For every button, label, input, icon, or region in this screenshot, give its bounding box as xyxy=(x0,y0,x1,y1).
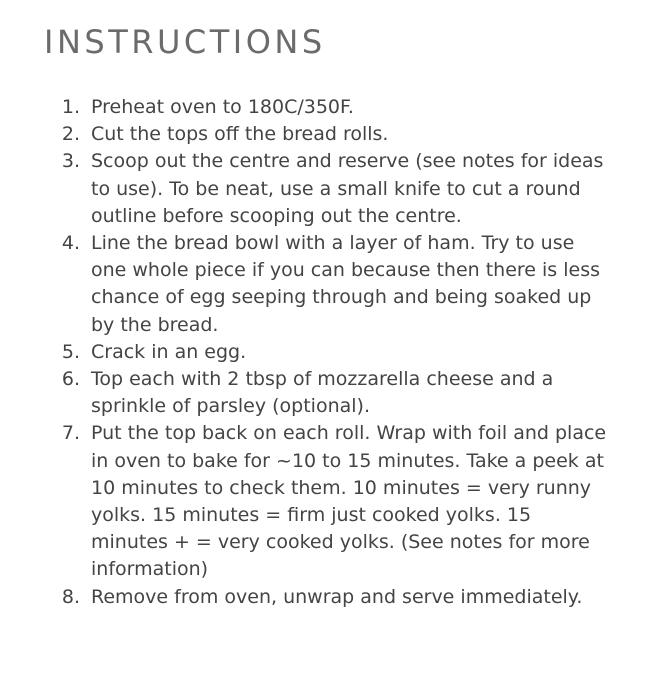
instructions-heading: INSTRUCTIONS xyxy=(44,23,326,61)
instruction-step xyxy=(0,584,610,611)
instruction-step xyxy=(0,420,610,583)
step-text: Cut the tops off the bread rolls. xyxy=(91,123,389,146)
instruction-step xyxy=(0,121,610,148)
step-number: 3. xyxy=(61,150,80,173)
step-number: 2. xyxy=(61,123,80,146)
instruction-step xyxy=(0,94,610,121)
step-number: 4. xyxy=(61,232,80,255)
step-number: 7. xyxy=(61,422,80,445)
instruction-step xyxy=(0,339,610,366)
instruction-step xyxy=(0,366,610,420)
step-text: Preheat oven to 180C/350F. xyxy=(91,96,354,118)
step-number: 1. xyxy=(61,96,80,118)
step-number: 6. xyxy=(61,368,80,391)
step-text: Crack in an egg. xyxy=(91,340,247,363)
instruction-step xyxy=(0,230,610,339)
step-number: 8. xyxy=(61,585,80,608)
instructions-list xyxy=(0,94,610,611)
instruction-step xyxy=(0,148,610,230)
step-text: Line the bread bowl with a layer of ham. Try to use one whole piece if you can because then there is less chance of egg seeping through and being soaked up by the bread. xyxy=(91,232,601,336)
step-text: Scoop out the centre and reserve (see notes for ideas to use). To be neat, use a small knife to cut a round outline before scooping out the centre. xyxy=(91,150,604,227)
step-text: Top each with 2 tbsp of mozzarella cheese and a sprinkle of parsley (optional). xyxy=(91,368,554,418)
step-text: Put the top back on each roll. Wrap with foil and place in oven to bake for ~10 to 15 minutes. Take a peek at 10 minutes to check them. 10 minutes = very runny yolks. 15 minutes = firm just cooked yolks. 15 minutes + = very cooked yolks. (See notes for more information) xyxy=(91,422,607,581)
step-text: Remove from oven, unwrap and serve immediately. xyxy=(91,585,583,608)
step-number: 5. xyxy=(61,340,80,363)
